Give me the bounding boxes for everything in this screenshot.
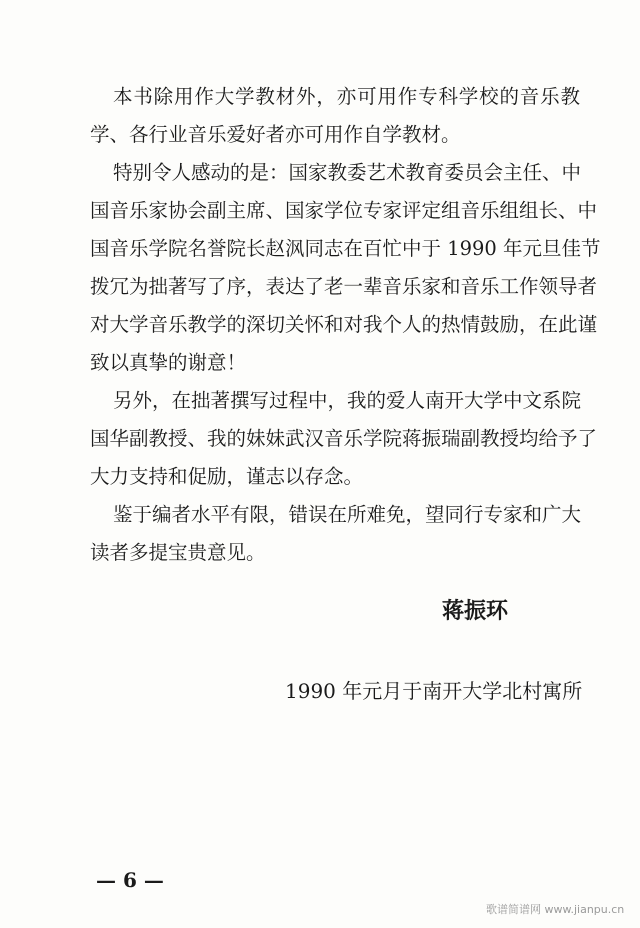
text-line: 鉴于编者水平有限，错误在所难免，望同行专家和广大 — [113, 503, 582, 526]
place-date: 1990 年元月于南开大学北村寓所 — [285, 679, 583, 703]
text-line: 特别令人感动的是：国家教委艺术教育委员会主任、中 — [113, 161, 582, 184]
text-line: 国音乐学院名誉院长赵沨同志在百忙中于 1990 年元旦佳节 — [90, 237, 601, 260]
page-number: — 6 — — [96, 868, 164, 892]
text-line: 对大学音乐教学的深切关怀和对我个人的热情鼓励，在此谨 — [90, 313, 598, 336]
text-line: 学、各行业音乐爱好者亦可用作自学教材。 — [90, 123, 461, 146]
text-line: 国音乐家协会副主席、国家学位专家评定组音乐组组长、中 — [90, 199, 598, 222]
text-line: 读者多提宝贵意见。 — [90, 541, 266, 564]
author-signature: 蒋振环 — [442, 598, 509, 624]
text-line: 拨冗为拙著写了序，表达了老一辈音乐家和音乐工作领导者 — [90, 275, 598, 298]
text-line: 大力支持和促励，谨志以存念。 — [90, 465, 364, 488]
text-line: 另外，在拙著撰写过程中，我的爱人南开大学中文系院 — [113, 389, 582, 412]
watermark-text: 歌谱简谱网 www.jianpu.cn — [486, 903, 625, 916]
text-line: 国华副教授、我的妹妹武汉音乐学院蒋振瑞副教授均给予了 — [90, 427, 598, 450]
text-line: 致以真挚的谢意！ — [90, 351, 247, 374]
text-line: 本书除用作大学教材外，亦可用作专科学校的音乐教 — [113, 85, 580, 108]
